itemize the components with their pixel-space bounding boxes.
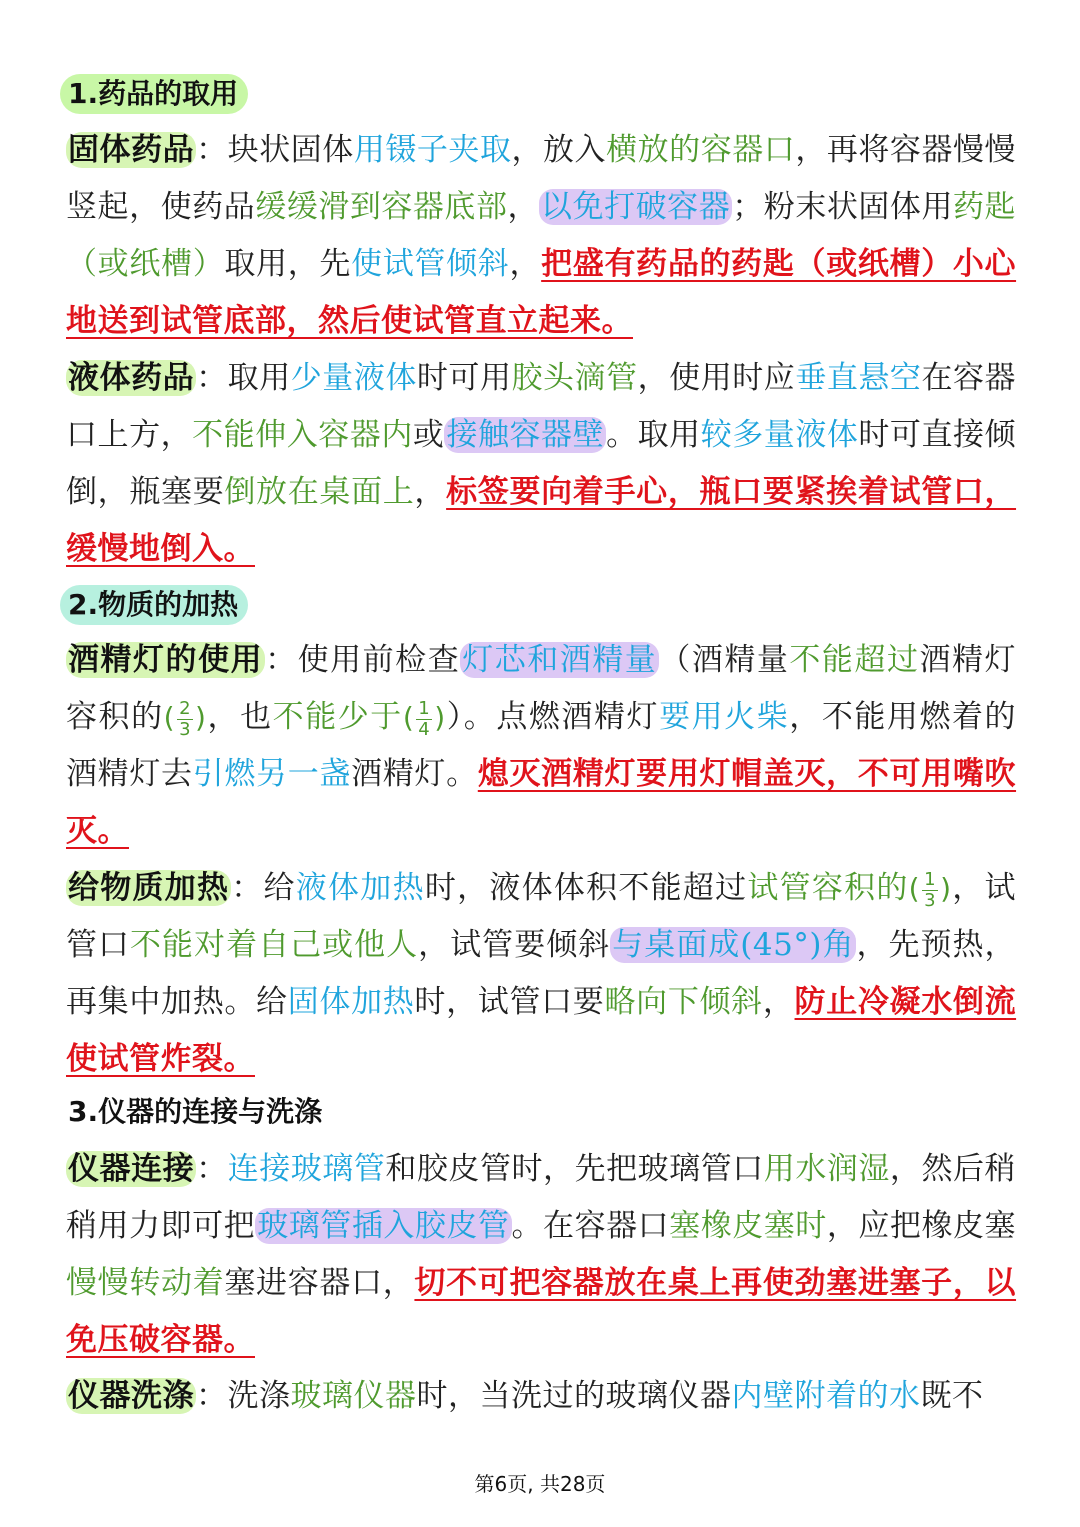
key-term-green: 药匙（或纸槽） [66,189,1017,282]
fraction-denominator: 3 [924,889,937,911]
body-text: 时，液体体积不能超过 [424,870,748,906]
body-text: 既不 [920,1378,984,1414]
warning-text: 防止冷凝水倒流使试管炸裂。 [66,984,1017,1077]
fraction: ( $\frac{2}{3}$ ) [163,697,207,740]
body-text: ， [762,984,795,1020]
body-text: ：给 [231,870,296,906]
paragraph-lead-label: 仪器连接 [68,1151,195,1187]
paragraph-solid-drugs [66,122,1016,350]
body-text: 酒精灯。 [351,756,478,792]
paragraph-instrument-washing [66,1368,1016,1425]
body-text: ，试管要倾斜 [418,927,611,963]
body-text: 酒精灯容积的 [66,642,1017,735]
body-text: 塞进容器口， [224,1265,415,1301]
key-term-blue: 要用火柴 [659,699,790,735]
fraction: ( $\frac{1}{3}$ ) [908,868,952,911]
warning-text: 把盛有药品的药匙（或纸槽）小心地送到试管底部，然后使试管直立起来。 [66,246,1017,339]
body-text: ：使用前检查 [265,642,461,678]
body-text: ，使用时应 [637,360,796,396]
body-text: ，先预热，再集中加热。给 [66,927,1017,1020]
body-text: 和胶皮管时，先把玻璃管口 [385,1151,764,1187]
key-term-blue: 固体加热 [287,984,415,1020]
fraction-denominator: 3 [179,718,192,740]
highlighted-term: 与桌面成(45°)角 [612,927,855,963]
key-term-blue: 内壁附着的水 [731,1378,921,1414]
key-term-blue: 使试管倾斜 [351,246,510,282]
section-title-instruments: 3.仪器的连接与洗涤 [68,1095,323,1128]
body-text: ，试管口 [66,870,1017,963]
key-term-green: 不能伸入容器内 [192,417,413,453]
paragraph-instrument-connection [66,1141,1016,1369]
key-term-green: 塞橡皮塞时 [669,1208,827,1244]
warning-text: 标签要向着手心，瓶口要紧挨着试管口，缓慢地倒入。 [66,474,1017,567]
paragraph-alcohol-lamp [66,632,1016,860]
body-text: ， [414,474,447,510]
fraction-numerator: 1 [418,697,431,719]
paragraph-liquid-drugs [66,350,1016,578]
highlighted-term: 玻璃管插入胶皮管 [257,1208,510,1244]
key-term-green: 胶头滴管 [511,360,638,396]
key-term-blue: 液体加热 [295,870,425,906]
key-term-green: 横放的容器口 [606,132,796,168]
page-footer: 第6页, 共28页 [474,1472,606,1496]
key-term-green: 用水润湿 [763,1151,890,1187]
key-term-blue: 引燃另一盏 [192,756,352,792]
key-term-green: 试管容积的 [747,870,909,906]
key-term-blue: 用镊子夹取 [353,132,512,168]
highlighted-term: 以免打破容器 [541,189,731,225]
paragraph-lead-label: 给物质加热 [68,870,230,906]
key-term-green: 缓缓滑到容器底部 [255,189,508,225]
body-text: 时，试管口要 [414,984,605,1020]
paragraph-heating-substances [66,860,1016,1088]
key-term-green: 不能少于 [272,699,403,735]
body-text: ：取用 [196,360,291,396]
body-text: 时，当洗过的玻璃仪器 [416,1378,732,1414]
body-text: ，放入 [511,132,607,168]
body-text: ，应把橡皮塞 [826,1208,1017,1244]
highlighted-term: 接触容器壁 [446,417,605,453]
key-term-blue: 较多量液体 [700,417,859,453]
highlighted-term: 灯芯和酒精量 [462,642,658,678]
body-text: 在容器口上方， [66,360,1017,453]
key-term-blue: 少量液体 [290,360,417,396]
body-text: 取用，先 [224,246,352,282]
warning-text: 熄灭酒精灯要用灯帽盖灭，不可用嘴吹灭。 [66,756,1017,849]
body-text: ，然后稍稍用力即可把 [66,1151,1017,1244]
body-text: 时可用 [416,360,512,396]
body-text: 时可直接倾倒，瓶塞要 [66,417,1017,510]
key-term-green: 倒放在桌面上 [224,474,415,510]
body-text: ：块状固体 [196,132,354,168]
body-text: ，不能用燃着的酒精灯去 [66,699,1017,792]
body-text: ： [196,1151,228,1187]
paragraph-lead-label: 液体药品 [68,360,195,396]
paragraph-lead-label: 仪器洗涤 [68,1378,194,1414]
fraction-denominator: 4 [418,718,431,740]
body-text: ， [507,189,540,225]
key-term-green: 慢慢转动着 [66,1265,225,1301]
key-term-green: 不能超过 [789,642,920,678]
body-text: ， [509,246,542,282]
warning-text: 切不可把容器放在桌上再使劲塞进塞子，以免压破容器。 [66,1265,1017,1358]
body-text: ，再将容器慢慢竖起，使药品 [66,132,1017,225]
body-text: 或 [412,417,445,453]
body-text: ；粉末状固体用 [732,189,954,225]
body-text: 。在容器口 [511,1208,670,1244]
section-title-drug-use: 1.药品的取用 [60,74,248,114]
body-text: ：洗涤 [196,1378,291,1414]
section-title-heating: 2.物质的加热 [60,585,248,625]
body-text: ）。点燃酒精灯 [445,699,660,735]
fraction-numerator: 1 [924,868,937,890]
key-term-green: 不能对着自己或他人 [130,927,419,963]
paragraph-lead-label: 酒精灯的使用 [68,642,264,678]
body-text: 。取用 [606,417,701,453]
body-text: ，也 [206,699,273,735]
body-text: （酒精量 [659,642,790,678]
fraction-numerator: 2 [179,697,192,719]
paragraph-lead-label: 固体药品 [68,132,195,168]
key-term-green: 玻璃仪器 [290,1378,417,1414]
key-term-blue: 垂直悬空 [795,360,922,396]
key-term-blue: 连接玻璃管 [227,1151,386,1187]
key-term-green: 略向下倾斜 [604,984,763,1020]
fraction: ( $\frac{1}{4}$ ) [402,697,446,740]
